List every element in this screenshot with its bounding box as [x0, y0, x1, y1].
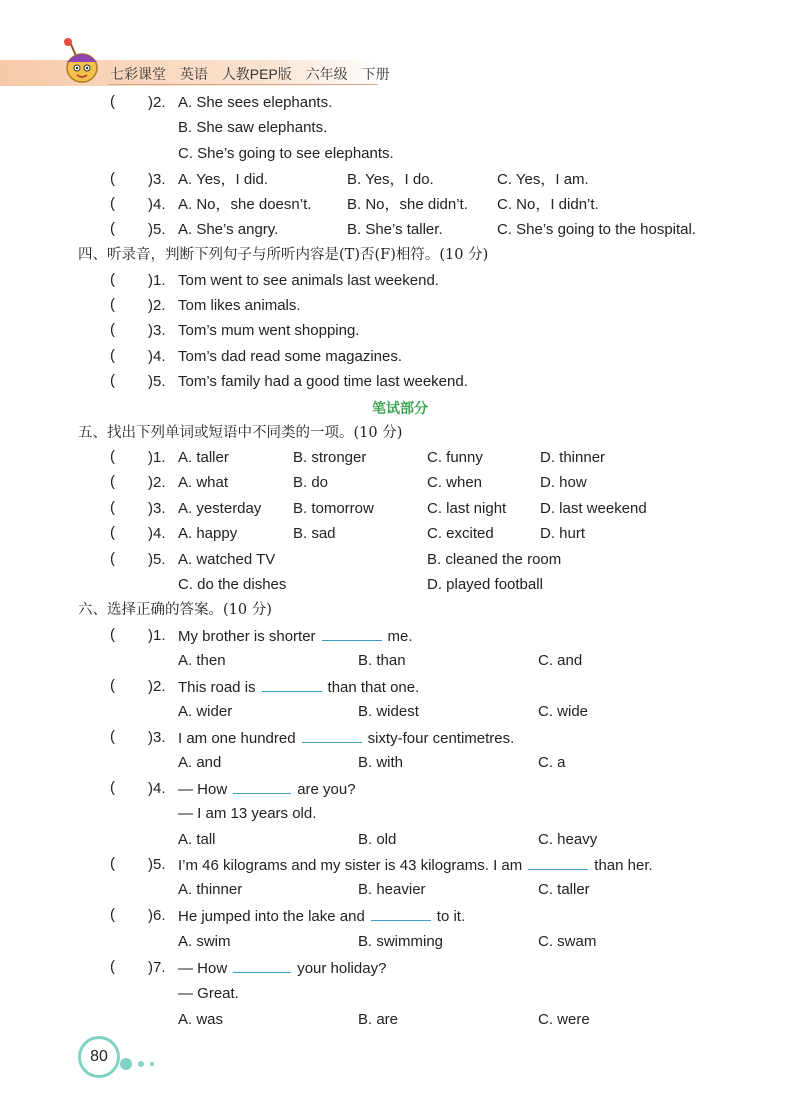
fill-blank[interactable]: [528, 855, 588, 870]
question-number: )3.: [148, 729, 166, 746]
option-a: A. watched TV: [178, 551, 276, 568]
option-a: A. wider: [178, 703, 233, 720]
option-c: C. a: [538, 754, 566, 771]
header-grade: 六年级: [305, 66, 348, 82]
option-a: A. swim: [178, 933, 231, 950]
option-b: B. stronger: [293, 449, 367, 466]
question-text: [178, 728, 514, 749]
option-a: A. tall: [178, 831, 216, 848]
statement-text: Tom likes animals.: [178, 297, 301, 314]
option-a: A. then: [178, 652, 226, 669]
option-b: B. swimming: [358, 933, 444, 950]
question-suffix: to it.: [436, 908, 466, 925]
written-part-heading: 笔试部分: [372, 401, 428, 417]
header-edition: 人教PEP版: [221, 66, 292, 82]
question-number: )1.: [148, 627, 166, 644]
statement-text: Tom’s dad read some magazines.: [178, 348, 403, 365]
question-number: )2.: [148, 474, 166, 491]
question-text: [178, 626, 413, 647]
option-a: A. taller: [178, 449, 229, 466]
option-c: C. and: [538, 652, 583, 669]
option-b: B. old: [358, 831, 397, 848]
option-a: A. yesterday: [178, 500, 262, 517]
option-a: A. what: [178, 474, 229, 491]
question-prefix: I am one hundred: [178, 730, 296, 747]
option-c: C. wide: [538, 703, 589, 720]
option-c: C. She’s going to the hospital.: [497, 221, 697, 238]
header-subject: 英语: [179, 66, 208, 82]
question-suffix: sixty-four centimetres.: [367, 730, 515, 747]
section4-title: 四、听录音，判断下列句子与所听内容是(T)否(F)相符。(10 分): [78, 247, 489, 263]
option-a: A. Yes，I did.: [178, 171, 269, 188]
question-number: )4.: [148, 196, 166, 213]
option-b: B. sad: [293, 525, 336, 542]
option-d: D. how: [540, 474, 587, 491]
answer-paren[interactable]: (: [110, 473, 115, 490]
question-number: )7.: [148, 959, 166, 976]
answer-paren[interactable]: (: [110, 271, 115, 288]
question-text: [178, 906, 465, 927]
decor-dot-icon: [138, 1061, 144, 1067]
question-number: )5.: [148, 373, 166, 390]
question-prefix: — How: [178, 960, 228, 977]
option-d: D. hurt: [540, 525, 586, 542]
page-number: 80: [78, 1036, 120, 1078]
option-c: C. when: [427, 474, 483, 491]
question-number: )3.: [148, 500, 166, 517]
statement-text: Tom went to see animals last weekend.: [178, 272, 439, 289]
option-a: A. No，she doesn’t.: [178, 196, 312, 213]
answer-paren[interactable]: (: [110, 779, 115, 796]
option-c: C. heavy: [538, 831, 598, 848]
question-suffix: your holiday?: [297, 960, 387, 977]
header-title: [110, 64, 400, 84]
option-c: C. taller: [538, 881, 590, 898]
answer-paren[interactable]: (: [110, 855, 115, 872]
question-number: )4.: [148, 348, 166, 365]
option-c: C. She’s going to see elephants.: [178, 145, 394, 162]
question-number: )5.: [148, 551, 166, 568]
option-b: B. do: [293, 474, 329, 491]
question-prefix: He jumped into the lake and: [178, 908, 365, 925]
option-c: C. excited: [427, 525, 494, 542]
option-c: C. funny: [427, 449, 483, 466]
fill-blank[interactable]: [322, 626, 382, 641]
question-number: )3.: [148, 171, 166, 188]
decor-dot-icon: [120, 1058, 132, 1070]
answer-paren[interactable]: (: [110, 321, 115, 338]
option-a: A. happy: [178, 525, 238, 542]
question-text: [178, 779, 356, 800]
answer-paren[interactable]: (: [110, 499, 115, 516]
option-c: C. last night: [427, 500, 507, 517]
option-b: B. widest: [358, 703, 419, 720]
question-text: [178, 677, 419, 698]
question-text: [178, 855, 653, 876]
question-prefix: My brother is shorter: [178, 628, 316, 645]
answer-paren[interactable]: (: [110, 448, 115, 465]
option-a: A. She sees elephants.: [178, 94, 333, 111]
option-b: B. than: [358, 652, 406, 669]
option-a: A. was: [178, 1011, 224, 1028]
question-number: )1.: [148, 272, 166, 289]
answer-paren[interactable]: (: [110, 347, 115, 364]
header-volume: 下册: [361, 66, 390, 82]
option-b: B. She saw elephants.: [178, 119, 328, 136]
answer-paren[interactable]: (: [110, 626, 115, 643]
option-a: A. She’s angry.: [178, 221, 279, 238]
question-number: )1.: [148, 449, 166, 466]
option-a: A. and: [178, 754, 222, 771]
statement-text: Tom’s family had a good time last weekend.: [178, 373, 468, 390]
option-c: C. were: [538, 1011, 590, 1028]
option-d: D. thinner: [540, 449, 606, 466]
answer-paren[interactable]: (: [110, 195, 115, 212]
question-number: )2.: [148, 678, 166, 695]
question-line-2: — Great.: [178, 985, 239, 1002]
question-number: )4.: [148, 780, 166, 797]
answer-paren[interactable]: (: [110, 524, 115, 541]
answer-paren[interactable]: (: [110, 93, 115, 110]
fill-blank[interactable]: [262, 677, 322, 692]
question-number: )5.: [148, 221, 166, 238]
question-suffix: me.: [387, 628, 413, 645]
section6-title: 六、选择正确的答案。(10 分): [78, 602, 272, 618]
question-suffix: than her.: [594, 857, 653, 874]
option-b: B. tomorrow: [293, 500, 374, 517]
answer-paren[interactable]: (: [110, 728, 115, 745]
answer-paren[interactable]: (: [110, 296, 115, 313]
answer-paren[interactable]: (: [110, 220, 115, 237]
answer-paren[interactable]: (: [110, 677, 115, 694]
option-c: C. do the dishes: [178, 576, 287, 593]
question-prefix: — How: [178, 781, 228, 798]
decor-dot-icon: [150, 1062, 154, 1066]
question-prefix: This road is: [178, 679, 256, 696]
question-number: )4.: [148, 525, 166, 542]
fill-blank[interactable]: [371, 906, 431, 921]
question-prefix: I’m 46 kilograms and my sister is 43 kilograms. I am: [178, 857, 523, 874]
option-b: B. No，she didn’t.: [347, 196, 468, 213]
option-d: D. played football: [427, 576, 543, 593]
question-number: )2.: [148, 94, 166, 111]
question-text: [178, 958, 386, 979]
option-c: C. Yes，I am.: [497, 171, 589, 188]
answer-paren[interactable]: (: [110, 906, 115, 923]
answer-paren[interactable]: (: [110, 550, 115, 567]
question-suffix: than that one.: [327, 679, 420, 696]
option-a: A. thinner: [178, 881, 243, 898]
question-suffix: are you?: [297, 781, 356, 798]
question-number: )5.: [148, 856, 166, 873]
fill-blank[interactable]: [233, 958, 291, 973]
option-b: B. are: [358, 1011, 399, 1028]
question-number: )2.: [148, 297, 166, 314]
option-c: C. No，I didn’t.: [497, 196, 599, 213]
answer-paren[interactable]: (: [110, 958, 115, 975]
option-b: B. She’s taller.: [347, 221, 443, 238]
option-b: B. heavier: [358, 881, 426, 898]
question-line-2: — I am 13 years old.: [178, 805, 317, 822]
question-number: )3.: [148, 322, 166, 339]
option-b: B. with: [358, 754, 404, 771]
answer-paren[interactable]: (: [110, 372, 115, 389]
option-d: D. last weekend: [540, 500, 647, 517]
answer-paren[interactable]: (: [110, 170, 115, 187]
statement-text: Tom’s mum went shopping.: [178, 322, 360, 339]
header-series: 七彩课堂: [110, 66, 166, 82]
header-rule: [108, 84, 378, 85]
option-c: C. swam: [538, 933, 597, 950]
fill-blank[interactable]: [302, 728, 362, 743]
mascot-icon: [56, 38, 106, 88]
section5-title: 五、找出下列单词或短语中不同类的一项。(10 分): [78, 425, 403, 441]
option-b: B. Yes，I do.: [347, 171, 434, 188]
fill-blank[interactable]: [233, 779, 291, 794]
option-b: B. cleaned the room: [427, 551, 562, 568]
question-number: )6.: [148, 907, 166, 924]
